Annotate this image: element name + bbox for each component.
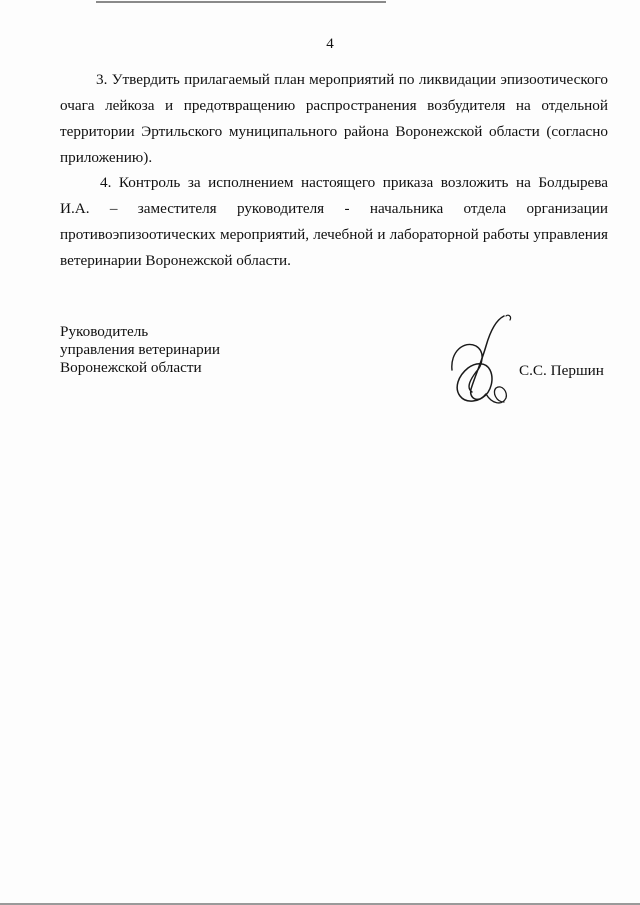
scan-edge-top xyxy=(96,1,386,3)
signer-title-line-2: управления ветеринарии xyxy=(60,341,221,358)
signer-name: С.С. Першин xyxy=(519,362,604,379)
signer-title-line-1: Руководитель xyxy=(60,323,149,340)
paragraph-item-4: 4. Контроль за исполнением настоящего приказа возложить на Болдырева И.А. – заместителя руководителя - начальника отдела организации противоэпизоотических мероприятий, лечебной и лабораторной работы управления ветеринарии Воронежской области. xyxy=(60,174,608,269)
signer-title-line-3: Воронежской области xyxy=(60,359,202,376)
signer-title-block xyxy=(60,323,220,377)
page-number: 4 xyxy=(326,36,334,52)
paragraph-item-3: 3. Утвердить прилагаемый план мероприятий по ликвидации эпизоотического очага лейкоза и предотвращению распространения возбудителя на отдельной территории Эртильского муниципального района Воронежской области (согласно приложению). xyxy=(60,71,608,166)
